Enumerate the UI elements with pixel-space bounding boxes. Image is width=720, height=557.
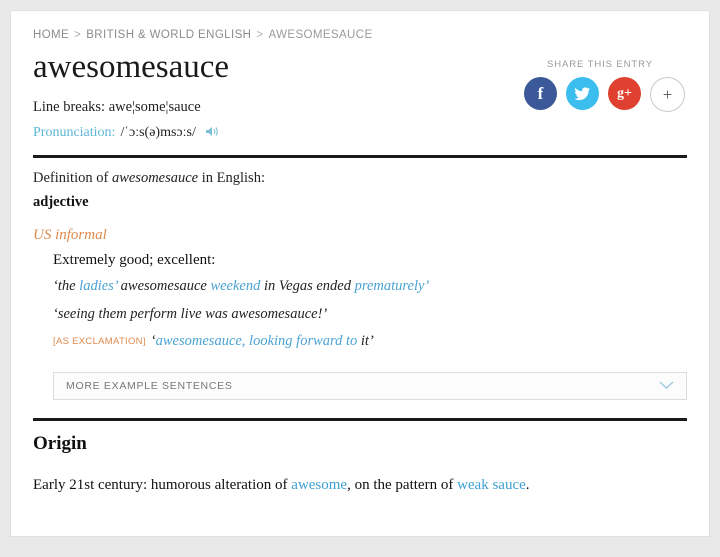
example-link[interactable]: awesomesauce, looking forward to xyxy=(155,333,358,350)
header-divider xyxy=(33,155,687,158)
chevron-down-icon xyxy=(659,380,674,392)
example-part: ‘seeing them perform live was awesomesauce!’ xyxy=(53,305,328,322)
example-sentence xyxy=(53,277,687,297)
google-plus-glyph: g+ xyxy=(617,85,632,101)
share-title: SHARE THIS ENTRY xyxy=(547,59,653,70)
twitter-share-icon[interactable] xyxy=(566,77,599,110)
speaker-icon[interactable] xyxy=(205,125,220,140)
dictionary-entry-page xyxy=(10,10,710,537)
origin-section xyxy=(11,433,709,494)
breadcrumb-item-british-world-english[interactable]: BRITISH & WORLD ENGLISH xyxy=(86,29,252,41)
plus-glyph: + xyxy=(662,84,673,104)
origin-part: , on the pattern of xyxy=(347,476,458,493)
definition-heading-prefix: Definition of xyxy=(33,169,109,186)
example-part: it’ xyxy=(357,333,374,350)
example-part: ‘ xyxy=(150,333,156,350)
example-part: in Vegas ended xyxy=(260,277,355,294)
origin-text xyxy=(33,477,687,494)
line-breaks-label: Line breaks: xyxy=(33,98,106,115)
line-breaks-value: awe¦some¦sauce xyxy=(108,98,201,115)
pronunciation-label[interactable]: Pronunciation: xyxy=(33,124,116,140)
origin-link-weak-sauce[interactable]: weak sauce xyxy=(457,476,526,493)
breadcrumb-item-current: AWESOMESAUCE xyxy=(268,29,373,41)
usage-register: US informal xyxy=(33,226,107,243)
origin-divider xyxy=(33,418,687,421)
more-example-sentences-label: MORE EXAMPLE SENTENCES xyxy=(66,379,233,392)
share-this-entry xyxy=(515,59,685,112)
origin-link-awesome[interactable]: awesome xyxy=(291,476,348,493)
example-link[interactable]: ladies’ xyxy=(79,277,118,294)
facebook-glyph: f xyxy=(537,83,544,103)
facebook-share-icon[interactable] xyxy=(524,77,557,110)
definition-heading-suffix: in English: xyxy=(201,169,265,186)
pronunciation xyxy=(33,125,687,141)
breadcrumb-separator: > xyxy=(74,29,82,41)
sense-block xyxy=(53,252,687,352)
more-share-icon[interactable] xyxy=(650,77,685,112)
example-link[interactable]: prematurely’ xyxy=(354,277,430,294)
definition-section xyxy=(11,170,709,356)
share-buttons xyxy=(515,77,685,112)
definition-heading-word: awesomesauce xyxy=(111,169,199,186)
page-title: awesomesauce xyxy=(33,49,230,85)
pronunciation-ipa: /ˈɔːs(ə)msɔːs/ xyxy=(120,124,196,140)
breadcrumb-item-home[interactable]: HOME xyxy=(33,29,70,41)
breadcrumb xyxy=(33,11,687,43)
example-sentence xyxy=(53,305,687,325)
sense-definition: Extremely good; excellent: xyxy=(53,251,216,268)
definition-heading xyxy=(33,170,687,187)
origin-part: Early 21st century: humorous alteration of xyxy=(33,476,292,493)
example-link[interactable]: weekend xyxy=(210,277,261,294)
google-plus-share-icon[interactable] xyxy=(608,77,641,110)
example-tag: [AS EXCLAMATION] xyxy=(53,336,146,348)
origin-part: . xyxy=(525,476,530,493)
part-of-speech: adjective xyxy=(33,193,89,210)
more-example-sentences-button[interactable] xyxy=(53,372,687,400)
breadcrumb-separator: > xyxy=(256,29,264,41)
origin-title: Origin xyxy=(33,432,87,454)
example-sentence xyxy=(53,332,687,352)
example-part: ‘the xyxy=(53,277,80,294)
example-part: awesomesauce xyxy=(117,277,211,294)
